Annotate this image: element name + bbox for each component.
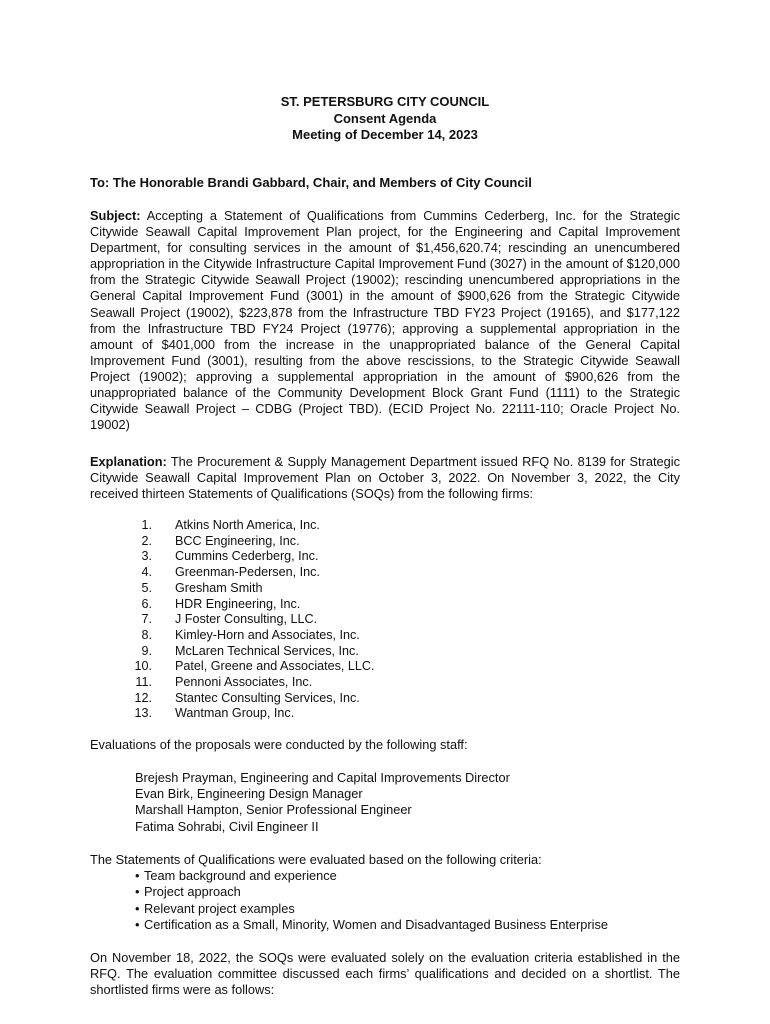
firm-list-item: [118, 691, 518, 707]
firm-list-item: [118, 706, 518, 722]
firm-name: Gresham Smith: [175, 580, 263, 595]
firm-number: 6.: [141, 596, 152, 611]
subject-label: Subject:: [90, 208, 141, 223]
bullet-icon: •: [135, 917, 140, 933]
header-meeting-date: Meeting of December 14, 2023: [292, 127, 478, 142]
firm-name: BCC Engineering, Inc.: [175, 533, 300, 548]
explanation-label: Explanation:: [90, 454, 167, 469]
firm-name: HDR Engineering, Inc.: [175, 596, 301, 611]
criteria-item: [135, 917, 695, 933]
firm-name: Cummins Cederberg, Inc.: [175, 549, 319, 564]
explanation-paragraph: [90, 454, 680, 502]
firm-list-item: [118, 597, 518, 613]
firm-list-item: [118, 612, 518, 628]
firm-number: 8.: [141, 627, 152, 642]
criteria-text: Certification as a Small, Minority, Women and Disadvantaged Business Enterprise: [144, 917, 608, 933]
firm-list-item: [118, 659, 518, 675]
firm-number: 9.: [141, 643, 152, 658]
firm-list-item: [118, 534, 518, 550]
firm-list-item: [118, 628, 518, 644]
firm-name: Kimley-Horn and Associates, Inc.: [175, 627, 360, 642]
firm-name: Patel, Greene and Associates, LLC.: [175, 659, 375, 674]
staff-member: Marshall Hampton, Senior Professional Engineer: [135, 802, 412, 818]
subject-text: Accepting a Statement of Qualifications from Cummins Cederberg, Inc. for the Strategic Citywide Seawall Capital Improvement Plan project, for the Engineering and Capital Improvement Department, for consulting services in the amount of $1,456,620.74; rescinding an unencumbered appropriation in the Citywide Infrastructure Capital Improvement Fund (3027) in the amount of $120,000 from the Strategic Citywide Seawall Project (19002); rescinding unencumbered appropriations in the General Capital Improvement Fund (3001) in the amount of $900,626 from the Strategic Citywide Seawall Project (19002), $223,878 from the Infrastructure TBD FY23 Project (19165), and $177,122 from the Infrastructure TBD FY24 Project (19776); approving a supplemental appropriation in the amount of $401,000 from the increase in the unappropriated balance of the General Capital Improvement Fund (3001), resulting from the above rescissions, to the Strategic Citywide Seawall Project (19002); approving a supplemental appropriation in the amount of $900,626 from the unappropriated balance of the Community Development Block Grant Fund (1111) to the Strategic Citywide Seawall Project – CDBG (Project TBD). (ECID Project No. 22111-110; Oracle Project No. 19002): [90, 208, 680, 433]
criteria-text: Relevant project examples: [144, 900, 295, 916]
firm-number: 11.: [135, 675, 152, 690]
firm-name: Stantec Consulting Services, Inc.: [175, 690, 360, 705]
staff-member: Evan Birk, Engineering Design Manager: [135, 786, 363, 802]
firm-name: Wantman Group, Inc.: [175, 706, 295, 721]
criteria-item: [135, 884, 695, 900]
criteria-text: Project approach: [144, 884, 241, 900]
firm-number: 2.: [141, 533, 152, 548]
firm-number: 3.: [141, 549, 152, 564]
firm-name: Pennoni Associates, Inc.: [175, 675, 313, 690]
closing-paragraph: On November 18, 2022, the SOQs were evaluated solely on the evaluation criteria established in the RFQ. The evaluation committee discussed each firms’ qualifications and decided on a shortlist. The shortlisted firms were as follows:: [90, 950, 680, 998]
firm-list-item: [118, 581, 518, 597]
firm-list-item: [118, 565, 518, 581]
staff-list: [135, 770, 655, 835]
firm-list-item: [118, 675, 518, 691]
bullet-icon: •: [135, 900, 140, 916]
firm-number: 7.: [141, 612, 152, 627]
firm-number: 1.: [141, 518, 152, 532]
staff-member: Fatima Sohrabi, Civil Engineer II: [135, 818, 319, 834]
criteria-list: [135, 868, 695, 934]
firm-list: [118, 518, 518, 722]
header-council-name: ST. PETERSBURG CITY COUNCIL: [280, 94, 490, 109]
firm-list-item: [118, 644, 518, 660]
addressee-line: To: The Honorable Brandi Gabbard, Chair, and Members of City Council: [90, 175, 532, 190]
subject-paragraph: [90, 208, 680, 433]
firm-number: 4.: [141, 565, 152, 580]
bullet-icon: •: [135, 884, 140, 900]
firm-number: 13.: [134, 706, 152, 721]
firm-list-item: [118, 518, 518, 534]
evaluation-intro: Evaluations of the proposals were conducted by the following staff:: [90, 737, 468, 752]
firm-list-item: [118, 549, 518, 565]
explanation-text: The Procurement & Supply Management Department issued RFQ No. 8139 for Strategic Citywide Seawall Capital Improvement Plan on October 3, 2022. On November 3, 2022, the City received thirteen Statements of Qualifications (SOQs) from the following firms:: [90, 454, 681, 502]
criteria-intro: The Statements of Qualifications were evaluated based on the following criteria:: [90, 852, 542, 867]
criteria-item: [135, 901, 695, 917]
firm-name: J Foster Consulting, LLC.: [175, 612, 318, 627]
document-header: [90, 94, 680, 144]
bullet-icon: •: [135, 868, 140, 883]
criteria-text: Team background and experience: [144, 868, 337, 883]
firm-number: 10.: [134, 659, 152, 674]
firm-name: McLaren Technical Services, Inc.: [175, 643, 359, 658]
firm-number: 12.: [134, 690, 152, 705]
firm-number: 5.: [141, 580, 152, 595]
firm-name: Greenman-Pedersen, Inc.: [175, 565, 320, 580]
staff-member: Brejesh Prayman, Engineering and Capital Improvements Director: [135, 770, 510, 785]
header-agenda-type: Consent Agenda: [333, 110, 437, 126]
criteria-item: [135, 868, 695, 884]
firm-name: Atkins North America, Inc.: [175, 518, 320, 532]
